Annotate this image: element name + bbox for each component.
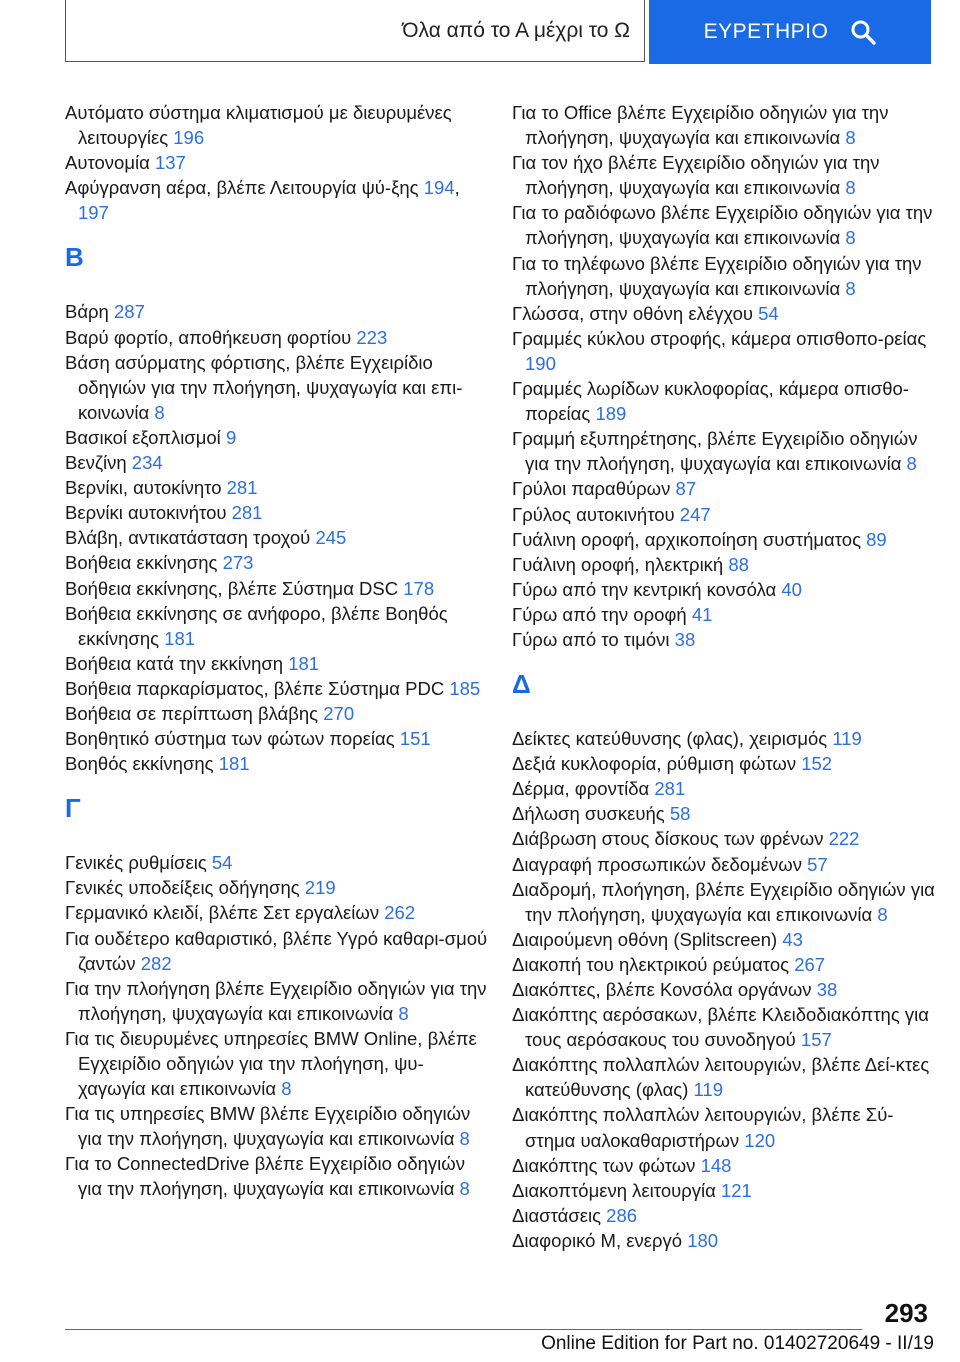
page-link[interactable]: 196 <box>173 127 205 149</box>
page-link[interactable]: 282 <box>140 952 172 974</box>
index-entry <box>65 425 490 450</box>
index-entry-text: Βοήθεια εκκίνησης σε ανήφορο, βλέπε Βοηθός εκκίνησης <box>65 602 448 649</box>
index-entry-text: Για το τηλέφωνο βλέπε Εγχειρίδιο οδηγιών για την πλοήγηση, ψυχαγωγία και επικοινωνία <box>512 252 922 299</box>
index-entry-text: Διακόπτης αερόσακων, βλέπε Κλειδοδιακόπτης για τους αερόσακους του συνοδηγού <box>512 1004 929 1051</box>
index-entry <box>512 200 937 250</box>
index-entry-text: Βοηθός εκκίνησης <box>65 753 214 775</box>
index-entry <box>65 299 490 324</box>
index-entry-text: Διακοπή του ηλεκτρικού ρεύματος <box>512 953 790 975</box>
page-link[interactable]: 88 <box>728 553 749 575</box>
index-entry <box>512 852 937 877</box>
index-entry <box>512 877 937 927</box>
tab-index-label: ΕΥΡΕΤΗΡΙΟ <box>703 20 829 43</box>
index-entry <box>65 651 490 676</box>
index-entry-text: Διαγραφή προσωπικών δεδομένων <box>512 853 802 875</box>
index-entry <box>65 450 490 475</box>
page-link[interactable]: 8 <box>906 453 917 475</box>
index-entry-text: Διαστάσεις <box>512 1204 602 1226</box>
index-entry-text: Βαρύ φορτίο, αποθήκευση φορτίου <box>65 326 352 348</box>
index-entry-text: Αυτονομία <box>65 152 150 174</box>
index-entry-text: Διαφορικό M, ενεργό <box>512 1229 683 1251</box>
index-entry <box>65 601 490 651</box>
top-navigation <box>65 0 931 64</box>
index-entry <box>512 751 937 776</box>
index-entry <box>512 1002 937 1052</box>
index-entry-text: Βερνίκι αυτοκινήτου <box>65 502 227 524</box>
page-link[interactable]: 8 <box>398 1002 409 1024</box>
page-link[interactable]: 190 <box>525 352 556 374</box>
page-link[interactable]: 262 <box>384 902 416 924</box>
index-entry-text: Βερνίκι, αυτοκίνητο <box>65 477 222 499</box>
index-entry-text: Διακοπτόμενη λειτουργία <box>512 1179 716 1201</box>
index-entry-text: Διακόπτης πολλαπλών λειτουργιών, βλέπε Σύ-στημα υαλοκαθαριστήρων <box>512 1104 894 1151</box>
page-link[interactable]: 43 <box>782 928 803 950</box>
index-entry <box>65 576 490 601</box>
index-entry <box>512 826 937 851</box>
page-link[interactable]: 40 <box>781 578 802 600</box>
page-link[interactable]: 8 <box>845 127 856 149</box>
page-link[interactable]: 281 <box>226 477 258 499</box>
page-link[interactable]: 286 <box>606 1204 638 1226</box>
index-entry-text: Γραμμές λωρίδων κυκλοφορίας, κάμερα οπισθο-πορείας <box>512 378 909 425</box>
index-entry-text: Γλώσσα, στην οθόνη ελέγχου <box>512 302 753 324</box>
page-link[interactable]: 54 <box>211 852 233 874</box>
page-link[interactable]: 148 <box>700 1154 732 1176</box>
index-entry <box>65 751 490 776</box>
page-link[interactable]: 185 <box>449 677 481 699</box>
index-entry-text: Γραμμή εξυπηρέτησης, βλέπε Εγχειρίδιο οδηγιών για την πλοήγηση, ψυχαγωγία και επικοινωνία <box>512 428 918 475</box>
index-entry-text: Δέρμα, φροντίδα <box>512 778 650 800</box>
page-link[interactable]: 152 <box>801 753 833 775</box>
footer-divider <box>65 1329 862 1330</box>
index-entry <box>65 676 490 701</box>
index-entry-text: Για τον ήχο βλέπε Εγχειρίδιο οδηγιών για την πλοήγηση, ψυχαγωγία και επικοινωνία <box>512 152 880 199</box>
page-link[interactable]: 219 <box>304 877 336 899</box>
page-link[interactable]: 8 <box>459 1128 470 1150</box>
section-letter: Γ <box>65 793 81 824</box>
index-entry-text: Βοήθεια εκκίνησης, βλέπε Σύστημα DSC <box>65 577 399 599</box>
page-link[interactable]: 121 <box>720 1179 752 1201</box>
index-entry-text: Για την πλοήγηση βλέπε Εγχειρίδιο οδηγιών για την πλοήγηση, ψυχαγωγία και επικοινωνία <box>65 977 487 1024</box>
page-link[interactable]: 119 <box>832 728 862 750</box>
page-link[interactable]: 38 <box>674 628 696 650</box>
index-entry <box>512 801 937 826</box>
page-link[interactable]: 281 <box>231 502 263 524</box>
page-link[interactable]: 137 <box>154 152 186 174</box>
page-link[interactable]: 273 <box>222 552 254 574</box>
index-entry-text: Βενζίνη <box>65 452 127 474</box>
index-entry-text: Διακόπτης των φώτων <box>512 1154 696 1176</box>
index-entry <box>512 1153 937 1178</box>
search-icon[interactable] <box>850 19 876 45</box>
page-link[interactable]: 151 <box>399 728 431 750</box>
index-entry-text: Βασικοί εξοπλισμοί <box>65 426 221 448</box>
index-entry <box>512 301 937 326</box>
page-link[interactable]: 8 <box>459 1178 470 1200</box>
index-entry <box>65 525 490 550</box>
index-entry <box>65 1101 490 1151</box>
index-entry-text: Γενικές ρυθμίσεις <box>65 852 207 874</box>
page-link[interactable]: 270 <box>323 702 355 724</box>
index-entry <box>65 475 490 500</box>
page-link[interactable]: 223 <box>356 326 388 348</box>
index-entry-text: Διάβρωση στους δίσκους των φρένων <box>512 828 824 850</box>
index-entry <box>512 251 937 301</box>
page-link[interactable]: 8 <box>845 177 856 199</box>
index-entry-text: Διαιρούμενη οθόνη (Splitscreen) <box>512 928 778 950</box>
index-entry-text: Δήλωση συσκευής <box>512 803 665 825</box>
index-entry-text: Βοήθεια παρκαρίσματος, βλέπε Σύστημα PDC <box>65 677 445 699</box>
page-link[interactable]: 287 <box>114 301 145 323</box>
page-link[interactable]: 8 <box>845 227 856 249</box>
index-entry <box>512 527 937 552</box>
index-entry-text: Διακόπτης πολλαπλών λειτουργιών, βλέπε Δεί-κτες κατεύθυνσης (φλας) <box>512 1054 930 1101</box>
page-link[interactable]: 189 <box>595 403 627 425</box>
index-entry <box>65 150 490 175</box>
index-entry-text: Γερμανικό κλειδί, βλέπε Σετ εργαλείων <box>65 902 380 924</box>
index-entry <box>512 602 937 627</box>
page-link[interactable]: 194 <box>423 177 455 199</box>
index-entry <box>512 927 937 952</box>
page-link[interactable]: 41 <box>691 603 713 625</box>
index-entry-text: Για το ραδιόφωνο βλέπε Εγχειρίδιο οδηγιών για την πλοήγηση, ψυχαγωγία και επικοινωνία <box>512 202 933 249</box>
index-entry <box>512 1228 937 1253</box>
index-entry-text: Για το Office βλέπε Εγχειρίδιο οδηγιών για την πλοήγηση, ψυχαγωγία και επικοινωνία <box>512 102 889 149</box>
index-entry <box>512 1203 937 1228</box>
page-link[interactable]: 119 <box>693 1079 723 1101</box>
index-entry-text: Βοήθεια κατά την εκκίνηση <box>65 652 284 674</box>
page-link[interactable]: 8 <box>154 401 165 423</box>
index-entry-text: Γρύλοι παραθύρων <box>512 478 671 500</box>
page-link[interactable]: 234 <box>131 452 163 474</box>
index-entry <box>512 326 937 376</box>
section-letter: Β <box>65 242 84 273</box>
tab-a-to-z-label: Όλα από το Α μέχρι το Ω <box>402 18 630 42</box>
index-entry-text: Γραμμές κύκλου στροφής, κάμερα οπισθοπο-ρείας <box>512 327 927 349</box>
index-entry <box>65 900 490 925</box>
index-entry <box>512 150 937 200</box>
index-entry <box>512 627 937 652</box>
page-link[interactable]: 245 <box>315 527 347 549</box>
index-entry <box>512 100 937 150</box>
page-link[interactable]: 8 <box>281 1078 292 1100</box>
page-link[interactable]: 8 <box>877 903 888 925</box>
index-column-right <box>512 100 937 1253</box>
index-entry <box>65 850 490 875</box>
index-entry-text: Για ουδέτερο καθαριστικό, βλέπε Υγρό καθαρι-σμού ζαντών <box>65 927 488 974</box>
page-link[interactable]: 57 <box>807 853 828 875</box>
page-link[interactable]: 89 <box>866 528 887 550</box>
index-entry <box>512 1102 937 1152</box>
index-entry-text: Γυάλινη οροφή, ηλεκτρική <box>512 553 724 575</box>
page-link[interactable]: 58 <box>669 803 691 825</box>
index-entry <box>65 100 490 150</box>
index-entry-text: Γύρω από την οροφή <box>512 603 687 625</box>
index-entry-text: Δείκτες κατεύθυνσης (φλας), χειρισμός <box>512 728 828 750</box>
index-entry <box>512 426 937 476</box>
index-entry <box>512 502 937 527</box>
index-entry <box>65 350 490 425</box>
index-entry-text: Για τις διευρυμένες υπηρεσίες BMW Online, βλέπε Εγχειρίδιο οδηγιών για την πλοήγηση, ψυ-χαγωγία και επικοινωνία <box>65 1027 477 1100</box>
index-entry <box>512 776 937 801</box>
index-entry-text: Για το ConnectedDrive βλέπε Εγχειρίδιο οδηγιών για την πλοήγηση, ψυχαγωγία και επικοινωνία <box>65 1153 465 1200</box>
index-entry <box>512 376 937 426</box>
index-entry <box>512 977 937 1002</box>
index-entry-text: Για τις υπηρεσίες BMW βλέπε Εγχειρίδιο οδηγιών για την πλοήγηση, ψυχαγωγία και επικοινωνία <box>65 1103 471 1150</box>
index-entry: Αφύγρανση αέρα, βλέπε Λειτουργία ψύ-ξης 194, 197 <box>65 177 460 224</box>
page-link[interactable]: 120 <box>744 1129 776 1151</box>
tab-index[interactable] <box>649 0 931 64</box>
index-entry <box>65 926 490 976</box>
index-column-left <box>65 100 490 1202</box>
page-link[interactable]: 38 <box>816 979 838 1000</box>
index-entry-text: Διαδρομή, πλοήγηση, βλέπε Εγχειρίδιο οδηγιών για την πλοήγηση, ψυχαγωγία και επικοινωνία <box>512 878 935 925</box>
page-link[interactable]: 178 <box>403 577 435 599</box>
index-entry <box>65 976 490 1026</box>
index-entry <box>512 577 937 602</box>
page-link[interactable]: 181 <box>288 652 320 674</box>
index-entry <box>65 1026 490 1101</box>
index-entry <box>512 552 937 577</box>
index-entry-text: Γύρω από το τιμόνι <box>512 628 670 650</box>
page-link[interactable]: 157 <box>800 1029 832 1051</box>
index-entry <box>65 550 490 575</box>
index-entry <box>512 952 937 977</box>
page-link[interactable]: 281 <box>654 778 686 800</box>
index-entry-text: Βοήθεια εκκίνησης <box>65 552 218 574</box>
index-entry-text: Αφύγρανση αέρα, βλέπε Λειτουργία ψύ-ξης <box>65 177 419 199</box>
index-entry-text: Διακόπτες, βλέπε Κονσόλα οργάνων <box>512 979 812 1000</box>
index-entry-text: Βάση ασύρματης φόρτισης, βλέπε Εγχειρίδιο οδηγιών για την πλοήγηση, ψυχαγωγία και επι-κοινωνία <box>65 351 463 423</box>
index-entry <box>65 1151 490 1201</box>
index-entry-text: Γρύλος αυτοκινήτου <box>512 503 675 525</box>
index-entry-text: Βλάβη, αντικατάσταση τροχού <box>65 527 311 549</box>
page-link[interactable]: 54 <box>758 302 779 324</box>
section-letter: Δ <box>512 669 531 700</box>
footer-edition-text: Online Edition for Part no. 01402720649 - II/19 <box>541 1333 934 1354</box>
index-entry <box>512 1178 937 1203</box>
index-entry-text: Βοηθητικό σύστημα των φώτων πορείας <box>65 728 395 750</box>
index-entry <box>65 875 490 900</box>
index-entry-text: Γενικές υποδείξεις οδήγησης <box>65 877 300 899</box>
index-entry-text: Δεξιά κυκλοφορία, ρύθμιση φώτων <box>512 753 797 775</box>
index-entry <box>65 500 490 525</box>
index-entry-text: Αυτόματο σύστημα κλιματισμού με διευρυμένες λειτουργίες <box>65 102 452 149</box>
index-entry <box>65 325 490 350</box>
tab-a-to-z[interactable] <box>65 0 645 62</box>
page-link[interactable]: 267 <box>794 953 826 975</box>
page-link[interactable]: 197 <box>78 202 109 224</box>
page-link[interactable]: 181 <box>164 627 196 649</box>
index-entry <box>512 1052 937 1102</box>
index-entry <box>65 701 490 726</box>
footer-edition <box>541 1333 934 1355</box>
page-link[interactable]: 222 <box>828 828 860 850</box>
page-link[interactable]: 247 <box>679 503 711 525</box>
index-entry <box>65 726 490 751</box>
index-entry-text: Γυάλινη οροφή, αρχικοποίηση συστήματος <box>512 528 861 550</box>
index-entry <box>512 476 937 501</box>
page-link[interactable]: 180 <box>687 1229 719 1251</box>
page-number: 293 <box>884 1298 928 1328</box>
index-entry-text: Γύρω από την κεντρική κονσόλα <box>512 578 777 600</box>
index-entry-text: Βοήθεια σε περίπτωση βλάβης <box>65 702 319 724</box>
page-link[interactable]: 9 <box>225 426 237 448</box>
page-link[interactable]: 8 <box>845 277 856 299</box>
page-link[interactable]: 87 <box>675 478 697 500</box>
page-link[interactable]: 181 <box>218 753 250 775</box>
index-entry-text: Βάρη <box>65 301 109 323</box>
index-entry <box>512 726 937 751</box>
